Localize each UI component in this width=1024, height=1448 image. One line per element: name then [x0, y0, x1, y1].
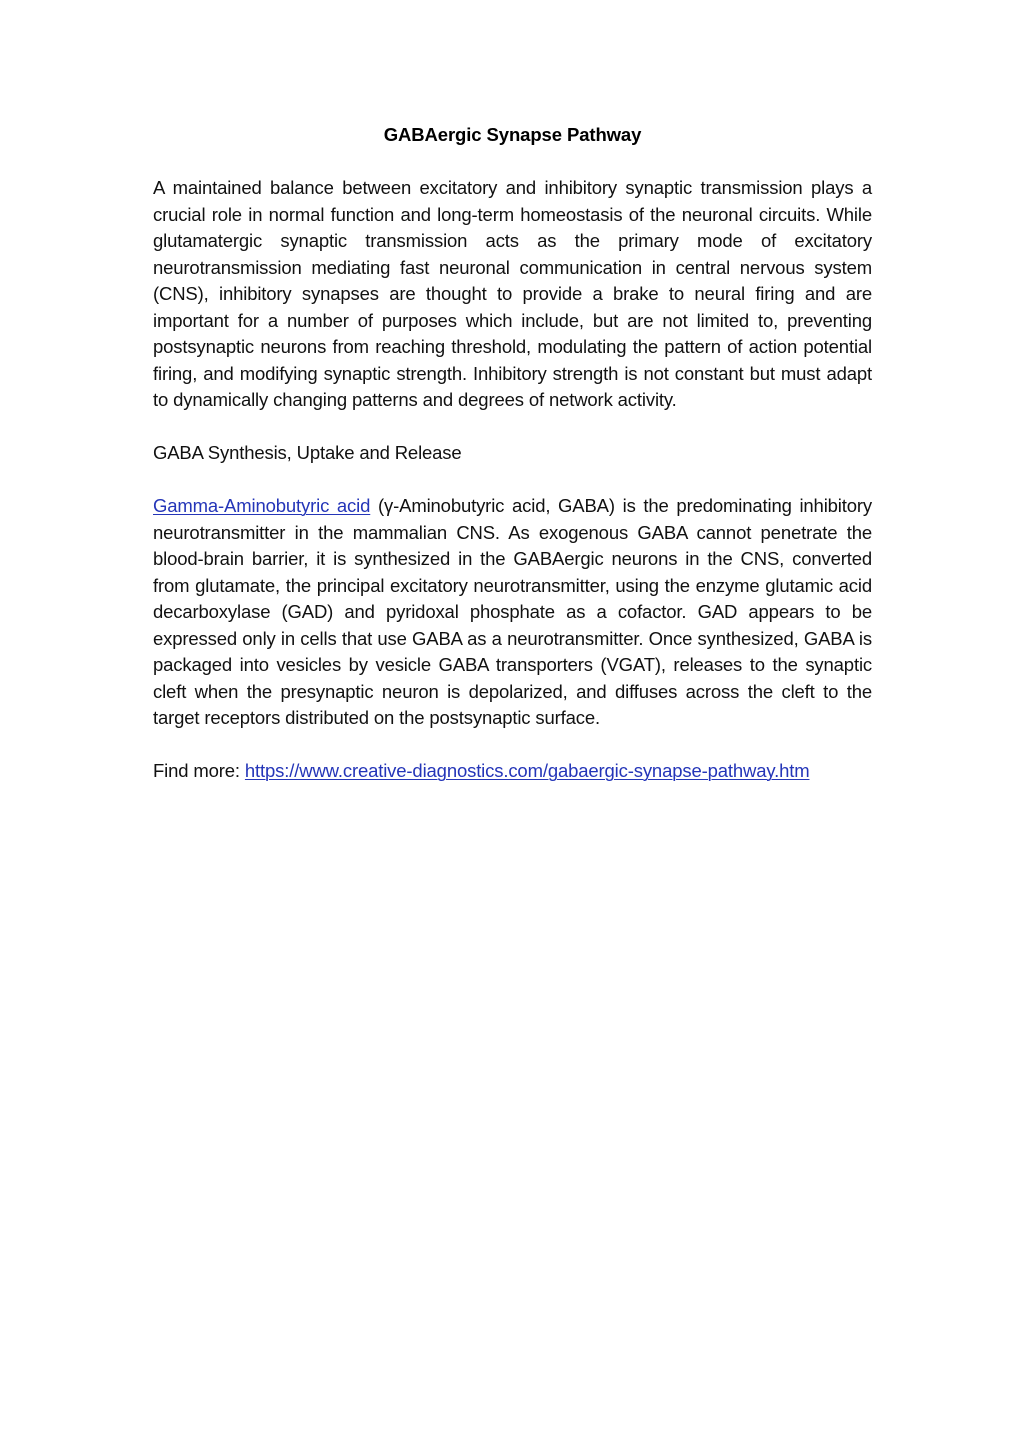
paragraph-intro: A maintained balance between excitatory and inhibitory synaptic transmission plays a crucial role in normal function and long-term homeostasis of the neuronal circuits. While glutamatergic synaptic transmission acts as the primary mode of excitatory neurotransmission mediating fast neuronal communication in central nervous system (CNS), inhibitory synapses are thought to provide a brake to neural firing and are important for a number of purposes which include, but are not limited to, preventing postsynaptic neurons from reaching threshold, modulating the pattern of action potential firing, and modifying synaptic strength. Inhibitory strength is not constant but must adapt to dynamically changing patterns and degrees of network activity.	[153, 177, 872, 410]
section-heading-gaba-synthesis: GABA Synthesis, Uptake and Release	[153, 442, 462, 463]
paragraph-gaba-description-text: (γ-Aminobutyric acid, GABA) is the predominating inhibitory neurotransmitter in the mammalian CNS. As exogenous GABA cannot penetrate the blood-brain barrier, it is synthesized in the GABAergic neurons in the CNS, converted from glutamate, the principal excitatory neurotransmitter, using the enzyme glutamic acid decarboxylase (GAD) and pyridoxal phosphate as a cofactor. GAD appears to be expressed only in cells that use GABA as a neurotransmitter. Once synthesized, GABA is packaged into vesicles by vesicle GABA transporters (VGAT), releases to the synaptic cleft when the presynaptic neuron is depolarized, and diffuses across the cleft to the target receptors distributed on the postsynaptic surface.	[153, 495, 872, 728]
paragraph-gaba-description	[153, 493, 872, 732]
link-pathway-url[interactable]: https://www.creative-diagnostics.com/gabaergic-synapse-pathway.htm	[244, 760, 810, 781]
document-content	[153, 122, 872, 785]
page-title: GABAergic Synapse Pathway	[383, 124, 642, 145]
find-more-label: Find more:	[153, 760, 245, 781]
find-more-line	[153, 758, 872, 785]
link-gamma-aminobutyric-acid[interactable]: Gamma-Aminobutyric acid	[153, 495, 371, 516]
